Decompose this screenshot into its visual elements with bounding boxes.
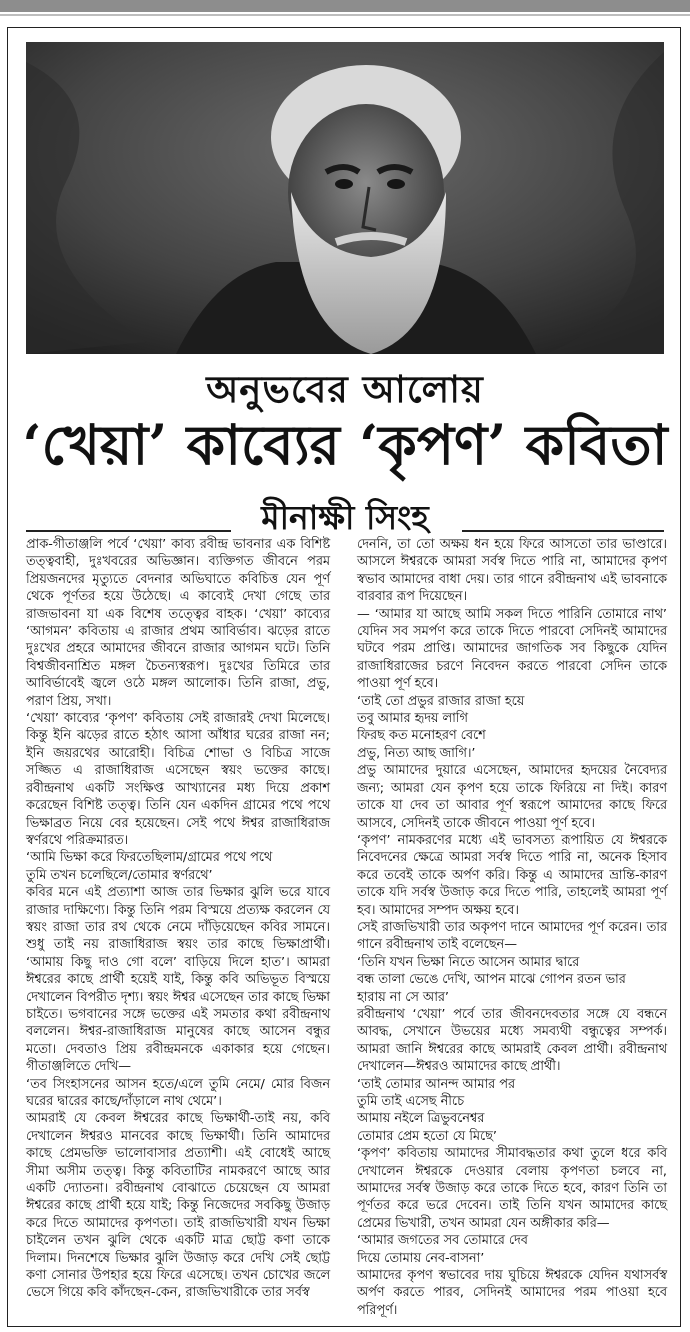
paragraph: প্রাক-গীতাঞ্জলি পর্বে ‘খেয়া’ কাব্য রবীন্দ্র ভাবনার এক বিশিষ্ট তত্ত্ববাহী, দুঃখবরের অভিজ্ঞান। ব্যক্তিগত জীবনে পরম প্রিয়জনদের মৃত্যুতে বেদনার অভিঘাতে কবিচিত্ত যেন পূর্ণ থেকে পূর্ণতর হয়ে উঠেছে। এ কাব্যেই দেখা গেছে তার রাজভাবনা যা এক বিশেষ তত্ত্বের বাহক। ‘খেয়া’ কাব্যের ‘আগমন’ কবিতায় এ রাজার প্রথম আবির্ভাব। ঝড়ের রাতে দুঃখের প্রহরে আমাদের জীবনে রাজার আগমন ঘটে। তিনি বিশ্বজীবনাশ্রিত মঙ্গল চৈতন্যস্বরূপ। দুঃখের তিমিরে তার আবির্ভাবেই জ্বলে ওঠে মঙ্গল আলোক। তিনি রাজা, প্রভু, পরাণ প্রিয়, সখা। [26, 537, 330, 709]
byline-rule-left [26, 530, 231, 532]
paragraph: আমরাই যে কেবল ঈশ্বরের কাছে ভিক্ষার্থী-তাই নয়, কবি দেখালেন ঈশ্বরও মানবের কাছে ভিক্ষার্থী। তিনি আমাদের কাছে প্রেমভক্তি ভালোবাসার প্রত্যাশী। এই বোধেই আছে সীমা অসীম তত্ত্ব। কিন্তু কবিতাটির নামকরণে আছে আর একটি দ্যোতনা। রবীন্দ্রনাথ বোঝাতে চেয়েছেন যে আমরা ঈশ্বরের কাছে প্রার্থী হয়ে যাই; কিন্তু নিজেদের সবকিছু উজাড় করে দিতে আমাদের কৃপণতা। তাই রাজভিখারী যখন ভিক্ষা চাইলেন তখন ঝুলি থেকে একটি মাত্র ছোট্ট কণা তাকে দিলাম। দিনশেষে ভিক্ষার ঝুলি উজাড় করে দেখি সেই ছোট্ট কণা সোনার উপহার হয়ে ফিরে এসেছে। তখন চোখের জলে ভেসে গিয়ে কবি কাঁদছেন-কেন, রাজভিখারীকে তার সর্বস্ব [26, 1111, 330, 1301]
left-column [26, 536, 330, 1302]
poem-quote: ‘তিনি যখন ভিক্ষা নিতে আসেন আমার দ্বারে বন্ধ তালা ভেঙে দেখি, আপন মাঝে গোপন রতন ভার হারায় না সে আর’ [357, 954, 626, 1005]
top-bar [0, 0, 690, 12]
author-byline: মীনাক্ষী সিংহ [261, 498, 429, 537]
article-kicker: অনুভবের আলোয় [206, 367, 484, 411]
poem-quote: ‘তাই তো প্রভুর রাজার রাজা হয়ে তবু আমার হৃদয় লাগি ফিরছ কত মনোহরণ বেশে প্রভু, নিত্য আছ জাগি।’ [357, 693, 525, 761]
paragraph: সেই রাজভিখারী তার অকৃপণ দানে আমাদের পূর্ণ করেন। তার গানে রবীন্দ্রনাথ তাই বলেছেন— [357, 919, 667, 953]
poem-quote: ‘তাই তোমার আনন্দ আমার পর তুমি তাই এসেছ নীচে আমায় নইলে ত্রিভুবনেশ্বর তোমার প্রেম হতো যে মিছে’ [357, 1076, 516, 1144]
article-title: ‘খেয়া’ কাব্যের ‘কৃপণ’ কবিতা [22, 412, 668, 477]
portrait-photo [26, 42, 664, 354]
paragraph: প্রভু আমাদের দুয়ারে এসেছেন, আমাদের হৃদয়ের নৈবেদ্যর জন্য; আমরা যেন কৃপণ হয়ে তাকে ফিরিয়ে না দিই। কারণ তাকে যা দেব তা আবার পূর্ণ স্বরূপে আমাদের কাছে ফিরে আসবে, সেদিনই তাকে জীবনে পাওয়া পূর্ণ হবে। [357, 763, 667, 831]
right-column [357, 536, 667, 1319]
paragraph: ‘কৃপণ’ কবিতায় আমাদের সীমাবদ্ধতার কথা তুলে ধরে কবি দেখালেন ঈশ্বরকে দেওয়ার বেলায় কৃপণতা চলবে না, আমাদের সর্বস্ব উজাড় করে তাকে দিতে হবে, কারণ তিনি তা পূর্ণতর করে ভরে দেবেন। তাই তিনি যখন আমাদের কাছে প্রেমের ভিখারী, তখন আমরা যেন অঙ্গীকার করি— [357, 1146, 667, 1231]
paragraph: ‘কৃপণ’ নামকরণের মধ্যে এই ভাবসত্য রূপায়িত যে ঈশ্বরকে নিবেদনের ক্ষেত্রে আমরা সর্বস্ব দিতে পারি না, অনেক হিসাব করে তবেই তাকে অর্পণ করি। কিন্তু এ আমাদের ভ্রান্তি-কারণ তাকে যদি সর্বস্ব উজাড় করে দিতে পারি, তাহলেই আমরা পূর্ণ হব। আমাদের সম্পদ অক্ষয় হবে। [357, 832, 667, 918]
paragraph: রবীন্দ্রনাথ ‘খেয়া’ পর্বে তার জীবনদেবতার সঙ্গে যে বন্ধনে আবদ্ধ, সেখানে উভয়ের মধ্যে সমব্যথী বন্ধুত্বের সম্পর্ক। আমরা জানি ঈশ্বরের কাছে আমরাই কেবল প্রার্থী। রবীন্দ্রনাথ দেখালেন—ঈশ্বরও আমাদের কাছে প্রার্থী। [357, 1006, 667, 1075]
paragraph: আমাদের কৃপণ স্বভাবের দায় ঘুচিয়ে ঈশ্বরকে যেদিন যথাসর্বস্ব অর্পণ করতে পারব, সেদিনই আমাদের পরম পাওয়া হবে পরিপূর্ণ। [357, 1268, 667, 1318]
poem-quote: ‘তব সিংহাসনের আসন হতে/এলে তুমি নেমে/ মোর বিজন ঘরের দ্বারের কাছে/দাঁড়ালে নাথ থেমে’। [26, 1076, 330, 1109]
top-bar-rule [0, 14, 690, 16]
paragraph: কবির মনে এই প্রত্যাশা আজ তার ভিক্ষার ঝুলি ভরে যাবে রাজার দাক্ষিণ্যে। কিন্তু তিনি পরম বিস্ময়ে প্রত্যক্ষ করলেন যে স্বয়ং রাজা তার রথ থেকে নেমে দাঁড়িয়েছেন কবির সামনে। শুধু তাই নয় রাজাধিরাজ স্বয়ং তার কাছে ভিক্ষাপ্রার্থী। ‘আমায় কিছু দাও গো বলে’ বাড়িয়ে দিলে হাত’। আমরা ঈশ্বরের কাছে প্রার্থী হয়েই যাই, কিন্তু কবি অভিভূত বিস্ময়ে দেখালেন বিপরীত দৃশ্য। স্বয়ং ঈশ্বর এসেছেন তার কাছে ভিক্ষা চাইতে। ভগবানের সঙ্গে ভক্তের এই সমতার কথা রবীন্দ্রনাথ বললেন। ঈশ্বর-রাজাধিরাজ মানুষের কাছে আসেন বন্ধুর মতো। দেবতাও প্রিয় রবীন্দ্রমনকে একাকার হয়ে গেছেন। গীতাঞ্জলিতে দেখি— [26, 885, 330, 1075]
paragraph: ‘খেয়া’ কাব্যের ‘কৃপণ’ কবিতায় সেই রাজারই দেখা মিলেছে। কিন্তু ইনি ঝড়ের রাতে হঠাৎ আসা আঁধার ঘরের রাজা নন; ইনি জয়রথের আরোহী। বিচিত্র শোভা ও বিচিত্র সাজে সজ্জিত এ রাজাধিরাজ এসেছেন স্বয়ং ভক্তের কাছে। রবীন্দ্রনাথ একটি সংক্ষিপ্ত আখ্যানের মধ্য দিয়ে প্রকাশ করেছেন বিশিষ্ট তত্ত্ব। তিনি যেন একদিন গ্রামের পথে পথে ভিক্ষাব্রত নিয়ে বের হয়েছেন। সেই পথে ঈশ্বর রাজাধিরাজ স্বর্ণরথে পরিক্রমারত। [26, 711, 330, 848]
byline-rule-right [462, 530, 664, 532]
paragraph: — ‘আমার যা আছে আমি সকল দিতে পারিনি তোমারে নাথ’ যেদিন সব সমর্পণ করে তাকে দিতে পারবো সেদিনই আমাদের ঘটবে পরম প্রাপ্তি। আমাদের জাগতিক সব কিছুকে যেদিন রাজাধিরাজের চরণে নিবেদন করতে পারবো সেদিন তাকে পাওয়া পূর্ণ হবে। [357, 606, 667, 692]
portrait-image [26, 42, 664, 354]
paragraph: দেননি, তা তো অক্ষয় ধন হয়ে ফিরে আসতো তার ভাণ্ডারে। আসলে ঈশ্বরকে আমরা সর্বস্ব দিতে পারি না, আমাদের কৃপণ স্বভাব আমাদের বাধা দেয়। তার গানে রবীন্দ্রনাথ এই ভাবনাকে বারবার রূপ দিয়েছেন। [357, 537, 667, 605]
poem-quote: ‘আমি ভিক্ষা করে ফিরতেছিলাম/গ্রামের পথে পথে তুমি তখন চলেছিলে/তোমার স্বর্ণরথে’ [26, 850, 273, 883]
poem-quote: ‘আমার জগতের সব তোমারে দেব দিয়ে তোমায় নেব-বাসনা’ [357, 1233, 528, 1266]
